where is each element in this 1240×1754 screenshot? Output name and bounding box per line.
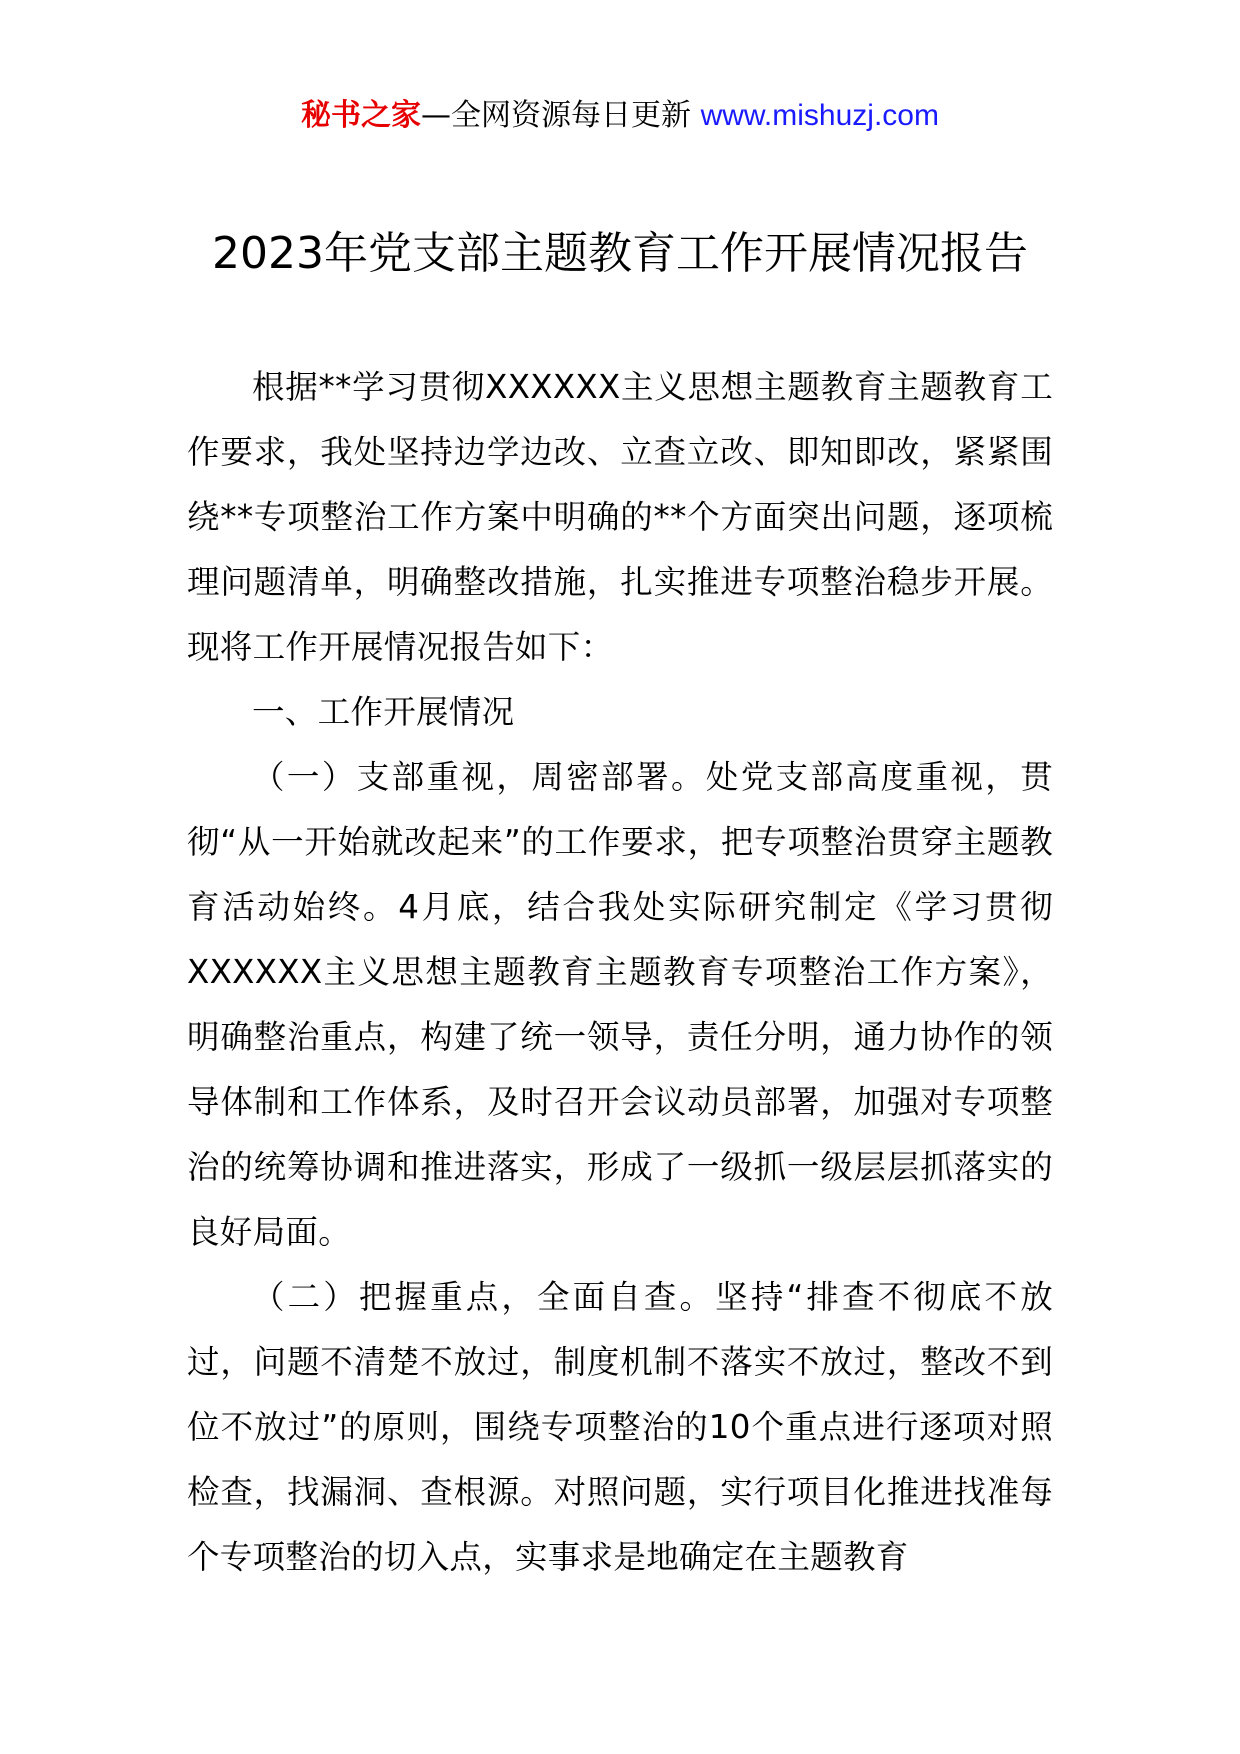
site-header-banner [0, 96, 1240, 136]
section-heading: 一、工作开展情况 [252, 693, 515, 731]
body-paragraph: （一）支部重视，周密部署。处党支部高度重视，贯彻“从一开始就改起来”的工作要求，把专项整治贯穿主题教育活动始终。4月底，结合我处实际研究制定《学习贯彻XXXXXX主义思想主题教育主题教育专项整治工作方案》，明确整治重点，构建了统一领导，责任分明，通力协作的领导体制和工作体系，及时召开会议动员部署，加强对专项整治的统筹协调和推进落实，形成了一级抓一级层层抓落实的良好局面。 [187, 758, 1053, 1251]
document-body [187, 355, 1053, 1590]
site-url-link[interactable]: www.mishuzj.com [700, 99, 939, 132]
header-tagline: —全网资源每日更新 [421, 98, 701, 133]
document-title: 2023年党支部主题教育工作开展情况报告 [212, 228, 1028, 279]
brand-name: 秘书之家 [301, 98, 422, 133]
body-paragraph: （二）把握重点，全面自查。坚持“排查不彻底不放过，问题不清楚不放过，制度机制不落实不放过，整改不到位不放过”的原则，围绕专项整治的10个重点进行逐项对照检查，找漏洞、查根源。对照问题，实行项目化推进找准每个专项整治的切入点，实事求是地确定在主题教育 [187, 1278, 1053, 1576]
intro-paragraph: 根据**学习贯彻XXXXXX主义思想主题教育主题教育工作要求，我处坚持边学边改、立查立改、即知即改，紧紧围绕**专项整治工作方案中明确的**个方面突出问题，逐项梳理问题清单，明确整改措施，扎实推进专项整治稳步开展。现将工作开展情况报告如下： [187, 368, 1053, 666]
